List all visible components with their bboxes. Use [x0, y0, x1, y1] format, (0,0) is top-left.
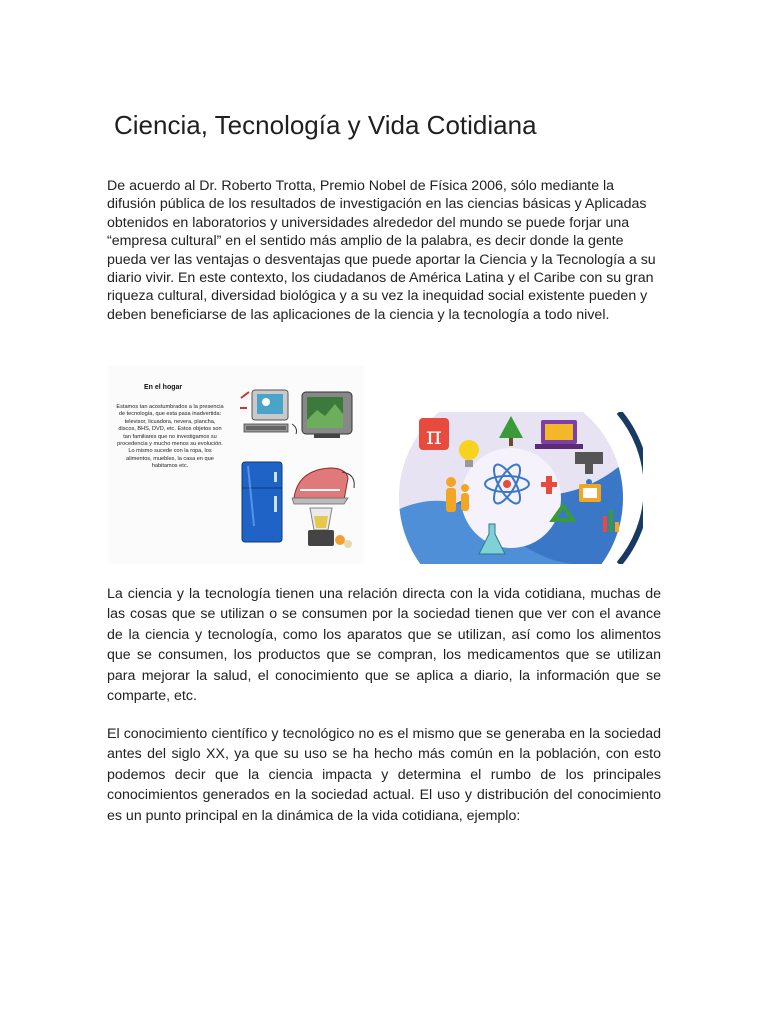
pi-symbol-icon	[419, 418, 449, 450]
iron-icon	[292, 468, 354, 504]
science-collage-illustration	[393, 412, 643, 564]
refrigerator-icon	[242, 462, 282, 542]
appliances-illustration	[236, 380, 360, 552]
blender-icon	[308, 508, 352, 548]
computer-icon	[240, 390, 297, 434]
document-title: Ciencia, Tecnología y Vida Cotidiana	[114, 110, 537, 140]
svg-text:π: π	[426, 422, 442, 450]
laptop-icon	[535, 420, 583, 449]
knowledge-paragraph: El conocimiento científico y tecnológico no es el mismo que se generaba en la sociedad antes del siglo XX, ya que su uso se ha hecho más común en la población, con esto podemos decir que la ciencia impacta y determina el rumbo de los principales conocimientos generados en la sociedad actual. El uso y distribución del conocimiento es un punto principal en la dinámica de la vida cotidiana, ejemplo:	[107, 726, 661, 824]
figure-caption-text: Estamos tan acostumbrados a la presencia de tecnología, que esta pasa inadvertida: televisor, licuadora, nevera, plancha, discos, BHS, DVD, etc. Estos objetos son tan familiares que no investigamos su procedencia y mucho menos su evolución. Lo mismo sucede con la ropa, los alimentos, muebles, la casa en que habitamos etc.	[116, 404, 224, 470]
tv-icon	[579, 484, 601, 502]
figure-heading: En el hogar	[144, 384, 183, 391]
intro-paragraph: De acuerdo al Dr. Roberto Trotta, Premio Nobel de Física 2006, sólo mediante la difusión pública de los resultados de investigación en las ciencias básicas y Aplicadas obtenidos en laboratorios y universidades alrededor del mundo se puede forjar una “empresa cultural” en el sentido más amplio de la palabra, es decir donde la gente pueda ver las ventajas o desventajas que puede aportar la Ciencia y la Tecnología a su diario vivir. En este contexto, los ciudadanos de América Latina y el Caribe con su gran riqueza cultural, diversidad biológica y a su vez la inequidad social existente pueden y deben beneficiarse de las aplicaciones de la ciencia y la tecnología a todo nivel.	[107, 178, 656, 323]
science-collage-figure	[393, 412, 643, 564]
home-technology-figure	[108, 366, 364, 564]
relation-paragraph: La ciencia y la tecnología tienen una relación directa con la vida cotidiana, muchas de las cosas que se utilizan o se consumen por la sociedad tienen que ver con el avance de la ciencia y tecnología, como los aparatos que se utilizan, así como los alimentos que se consumen, los productos que se compran, los medicamentos que se utilizan para mejorar la salud, el conocimiento que se aplica a diario, la información que se comparte, etc.	[107, 586, 661, 705]
television-icon	[302, 392, 352, 438]
